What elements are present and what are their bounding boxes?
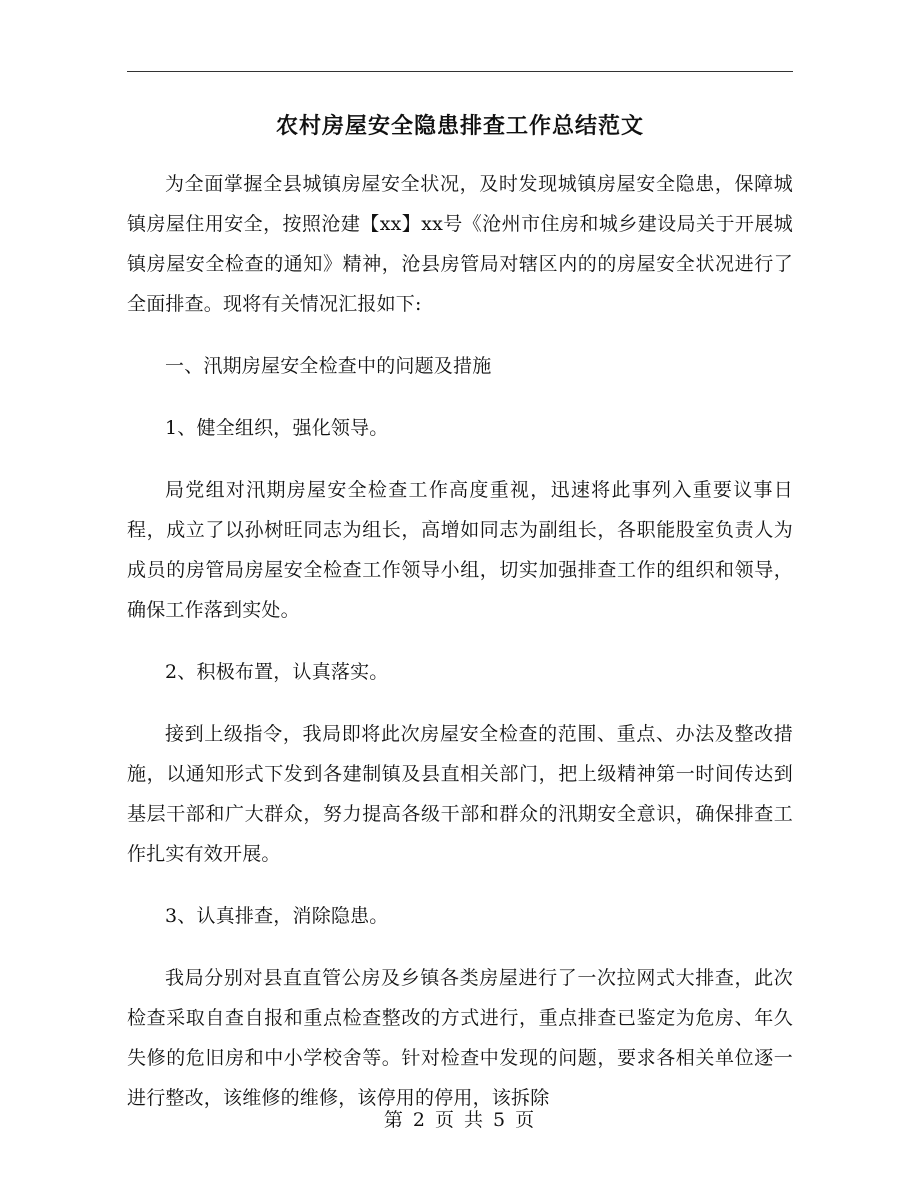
page-footer: 第 2 页 共 5 页 <box>383 1109 537 1131</box>
header-rule <box>127 71 793 72</box>
subheading-3: 3、认真排查，消除隐患。 <box>165 905 389 927</box>
paragraph-deployment: 接到上级指令，我局即将此次房屋安全检查的范围、重点、办法及整改措施，以通知形式下发到各建制镇及县直相关部门，把上级精神第一时间传达到基层干部和广大群众，努力提高各级干部和群众的汛期安全意识，确保排查工作扎实有效开展。 <box>127 723 793 865</box>
document-title: 农村房屋安全隐患排查工作总结范文 <box>275 113 644 139</box>
section-heading-1: 一、汛期房屋安全检查中的问题及措施 <box>165 355 492 377</box>
subheading-1: 1、健全组织，强化领导。 <box>165 417 389 439</box>
subheading-2: 2、积极布置，认真落实。 <box>165 661 389 683</box>
paragraph-inspection: 我局分别对县直直管公房及乡镇各类房屋进行了一次拉网式大排查，此次检查采取自查自报和重点检查整改的方式进行，重点排查已鉴定为危房、年久失修的危旧房和中小学校舍等。针对检查中发现的问题，要求各相关单位逐一进行整改，该维修的维修，该停用的停用，该拆除 <box>127 967 793 1109</box>
document-body <box>127 164 793 1140</box>
paragraph-organization: 局党组对汛期房屋安全检查工作高度重视，迅速将此事列入重要议事日程，成立了以孙树旺同志为组长，高增如同志为副组长，各职能股室负责人为成员的房管局房屋安全检查工作领导小组，切实加强排查工作的组织和领导，确保工作落到实处。 <box>127 479 793 621</box>
paragraph-intro: 为全面掌握全县城镇房屋安全状况，及时发现城镇房屋安全隐患，保障城镇房屋住用安全，按照沧建【xx】xx号《沧州市住房和城乡建设局关于开展城镇房屋安全检查的通知》精神，沧县房管局对辖区内的的房屋安全状况进行了全面排查。现将有关情况汇报如下: <box>127 173 793 315</box>
